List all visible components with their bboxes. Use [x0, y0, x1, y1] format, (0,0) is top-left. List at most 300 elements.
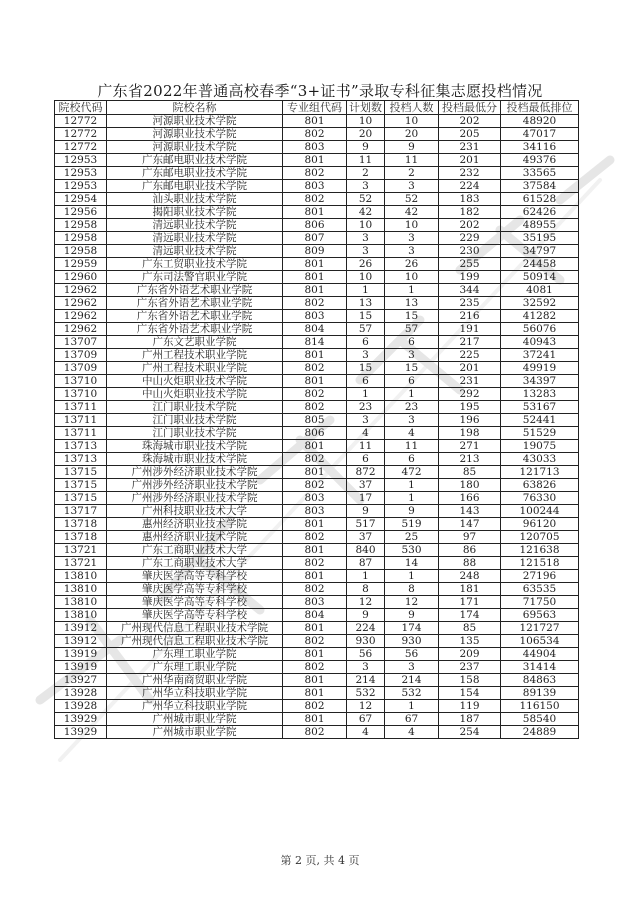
min-score-cell: 202 — [439, 115, 501, 128]
min-score-cell: 237 — [439, 661, 501, 674]
min-score-cell: 196 — [439, 414, 501, 427]
group-code-cell: 801 — [283, 674, 347, 687]
admitted-count-cell: 15 — [385, 310, 439, 323]
admitted-count-cell: 8 — [385, 583, 439, 596]
group-code-cell: 801 — [283, 518, 347, 531]
table-row — [55, 180, 579, 193]
admitted-count-cell: 14 — [385, 557, 439, 570]
admitted-count-cell: 3 — [385, 232, 439, 245]
group-code-cell: 801 — [283, 570, 347, 583]
min-rank-cell: 19075 — [501, 440, 579, 453]
table-row — [55, 362, 579, 375]
admitted-count-cell: 472 — [385, 466, 439, 479]
min-score-cell: 229 — [439, 232, 501, 245]
min-score-cell: 143 — [439, 505, 501, 518]
min-score-cell: 181 — [439, 583, 501, 596]
table-row — [55, 596, 579, 609]
school-name-cell: 河源职业技术学院 — [107, 115, 283, 128]
admitted-count-cell: 6 — [385, 375, 439, 388]
min-rank-cell: 48955 — [501, 219, 579, 232]
school-code-cell: 13710 — [55, 375, 107, 388]
school-name-cell: 广东文艺职业学院 — [107, 336, 283, 349]
min-rank-cell: 13283 — [501, 388, 579, 401]
plan-count-cell: 3 — [347, 245, 385, 258]
plan-count-cell: 3 — [347, 349, 385, 362]
school-code-cell: 13715 — [55, 466, 107, 479]
min-rank-cell: 120705 — [501, 531, 579, 544]
school-name-cell: 广州工程技术职业学院 — [107, 349, 283, 362]
min-score-cell: 271 — [439, 440, 501, 453]
group-code-cell: 802 — [283, 557, 347, 570]
min-rank-cell: 24458 — [501, 258, 579, 271]
table-row — [55, 505, 579, 518]
school-code-cell: 13810 — [55, 596, 107, 609]
min-rank-cell: 24889 — [501, 726, 579, 739]
school-name-cell: 河源职业技术学院 — [107, 141, 283, 154]
group-code-cell: 801 — [283, 206, 347, 219]
min-rank-cell: 84863 — [501, 674, 579, 687]
admitted-count-cell: 530 — [385, 544, 439, 557]
min-score-cell: 183 — [439, 193, 501, 206]
min-score-cell: 213 — [439, 453, 501, 466]
min-score-cell: 119 — [439, 700, 501, 713]
min-rank-cell: 31414 — [501, 661, 579, 674]
min-score-cell: 85 — [439, 466, 501, 479]
school-code-cell: 13912 — [55, 622, 107, 635]
min-score-cell: 158 — [439, 674, 501, 687]
plan-count-cell: 1 — [347, 388, 385, 401]
min-score-cell: 225 — [439, 349, 501, 362]
table-row — [55, 115, 579, 128]
plan-count-cell: 4 — [347, 726, 385, 739]
min-score-cell: 248 — [439, 570, 501, 583]
school-code-cell: 13721 — [55, 544, 107, 557]
min-rank-cell: 4081 — [501, 284, 579, 297]
min-rank-cell: 61528 — [501, 193, 579, 206]
plan-count-cell: 532 — [347, 687, 385, 700]
table-row — [55, 154, 579, 167]
group-code-cell: 803 — [283, 596, 347, 609]
plan-count-cell: 3 — [347, 414, 385, 427]
plan-count-cell: 67 — [347, 713, 385, 726]
school-code-cell: 12953 — [55, 180, 107, 193]
school-code-cell: 12953 — [55, 154, 107, 167]
school-code-cell: 12962 — [55, 310, 107, 323]
school-name-cell: 江门职业技术学院 — [107, 401, 283, 414]
plan-count-cell: 8 — [347, 583, 385, 596]
table-row — [55, 414, 579, 427]
plan-count-cell: 4 — [347, 427, 385, 440]
admitted-count-cell: 214 — [385, 674, 439, 687]
school-name-cell: 广东省外语艺术职业学院 — [107, 310, 283, 323]
min-rank-cell: 48920 — [501, 115, 579, 128]
min-score-cell: 231 — [439, 375, 501, 388]
table-row — [55, 219, 579, 232]
group-code-cell: 803 — [283, 505, 347, 518]
school-code-cell: 12953 — [55, 167, 107, 180]
min-score-cell: 86 — [439, 544, 501, 557]
table-row — [55, 271, 579, 284]
plan-count-cell: 10 — [347, 271, 385, 284]
min-score-cell: 147 — [439, 518, 501, 531]
column-header-school-code: 院校代码 — [55, 101, 107, 115]
school-name-cell: 广东工商职业技术大学 — [107, 544, 283, 557]
plan-count-cell: 13 — [347, 297, 385, 310]
admitted-count-cell: 3 — [385, 349, 439, 362]
group-code-cell: 802 — [283, 362, 347, 375]
plan-count-cell: 56 — [347, 648, 385, 661]
school-name-cell: 广州涉外经济职业技术学院 — [107, 492, 283, 505]
min-rank-cell: 37241 — [501, 349, 579, 362]
group-code-cell: 801 — [283, 115, 347, 128]
admitted-count-cell: 1 — [385, 492, 439, 505]
plan-count-cell: 87 — [347, 557, 385, 570]
table-row — [55, 648, 579, 661]
min-rank-cell: 96120 — [501, 518, 579, 531]
table-row — [55, 570, 579, 583]
school-name-cell: 珠海城市职业技术学院 — [107, 453, 283, 466]
min-rank-cell: 50914 — [501, 271, 579, 284]
table-row — [55, 661, 579, 674]
plan-count-cell: 15 — [347, 362, 385, 375]
school-code-cell: 12772 — [55, 141, 107, 154]
school-name-cell: 广州涉外经济职业技术学院 — [107, 466, 283, 479]
table-row — [55, 557, 579, 570]
school-code-cell: 13711 — [55, 414, 107, 427]
min-rank-cell: 33565 — [501, 167, 579, 180]
column-header-plan-count: 计划数 — [347, 101, 385, 115]
group-code-cell: 801 — [283, 284, 347, 297]
min-rank-cell: 32592 — [501, 297, 579, 310]
min-rank-cell: 44904 — [501, 648, 579, 661]
table-row — [55, 388, 579, 401]
group-code-cell: 804 — [283, 609, 347, 622]
school-name-cell: 肇庆医学高等专科学校 — [107, 609, 283, 622]
admitted-count-cell: 25 — [385, 531, 439, 544]
plan-count-cell: 12 — [347, 700, 385, 713]
school-name-cell: 清远职业技术学院 — [107, 219, 283, 232]
min-score-cell: 231 — [439, 141, 501, 154]
plan-count-cell: 930 — [347, 635, 385, 648]
min-score-cell: 195 — [439, 401, 501, 414]
min-rank-cell: 47017 — [501, 128, 579, 141]
admitted-count-cell: 1 — [385, 570, 439, 583]
school-code-cell: 13709 — [55, 349, 107, 362]
admitted-count-cell: 15 — [385, 362, 439, 375]
min-rank-cell: 40943 — [501, 336, 579, 349]
admitted-count-cell: 56 — [385, 648, 439, 661]
school-code-cell: 12958 — [55, 219, 107, 232]
min-score-cell: 217 — [439, 336, 501, 349]
plan-count-cell: 52 — [347, 193, 385, 206]
table-row — [55, 336, 579, 349]
school-code-cell: 13927 — [55, 674, 107, 687]
column-header-min-score: 投档最低分 — [439, 101, 501, 115]
school-code-cell: 13711 — [55, 401, 107, 414]
plan-count-cell: 23 — [347, 401, 385, 414]
column-header-school-name: 院校名称 — [107, 101, 283, 115]
plan-count-cell: 11 — [347, 440, 385, 453]
min-score-cell: 292 — [439, 388, 501, 401]
school-name-cell: 广州涉外经济职业技术学院 — [107, 479, 283, 492]
admitted-count-cell: 57 — [385, 323, 439, 336]
min-score-cell: 166 — [439, 492, 501, 505]
min-rank-cell: 34116 — [501, 141, 579, 154]
admitted-count-cell: 6 — [385, 453, 439, 466]
table-row — [55, 258, 579, 271]
admitted-count-cell: 13 — [385, 297, 439, 310]
min-rank-cell: 121638 — [501, 544, 579, 557]
admitted-count-cell: 3 — [385, 661, 439, 674]
min-score-cell: 174 — [439, 609, 501, 622]
table-row — [55, 700, 579, 713]
group-code-cell: 802 — [283, 128, 347, 141]
min-rank-cell: 49919 — [501, 362, 579, 375]
school-code-cell: 13713 — [55, 440, 107, 453]
table-row — [55, 466, 579, 479]
group-code-cell: 801 — [283, 258, 347, 271]
school-name-cell: 惠州经济职业技术学院 — [107, 531, 283, 544]
table-row — [55, 518, 579, 531]
page-footer: 第 2 页, 共 4 页 — [280, 854, 360, 867]
school-code-cell: 13919 — [55, 648, 107, 661]
admitted-count-cell: 930 — [385, 635, 439, 648]
admission-table — [54, 100, 579, 739]
plan-count-cell: 224 — [347, 622, 385, 635]
group-code-cell: 807 — [283, 232, 347, 245]
min-rank-cell: 35195 — [501, 232, 579, 245]
table-row — [55, 128, 579, 141]
school-code-cell: 12772 — [55, 115, 107, 128]
group-code-cell: 802 — [283, 726, 347, 739]
table-row — [55, 232, 579, 245]
document-title: 广东省2022年普通高校春季“3+证书”录取专科征集志愿投档情况 — [97, 82, 543, 100]
school-name-cell: 揭阳职业技术学院 — [107, 206, 283, 219]
group-code-cell: 802 — [283, 401, 347, 414]
school-code-cell: 12960 — [55, 271, 107, 284]
plan-count-cell: 15 — [347, 310, 385, 323]
table-row — [55, 245, 579, 258]
plan-count-cell: 2 — [347, 167, 385, 180]
plan-count-cell: 37 — [347, 479, 385, 492]
school-name-cell: 广州华南商贸职业学院 — [107, 674, 283, 687]
min-score-cell: 85 — [439, 622, 501, 635]
min-rank-cell: 34397 — [501, 375, 579, 388]
admitted-count-cell: 1 — [385, 388, 439, 401]
min-score-cell: 135 — [439, 635, 501, 648]
admitted-count-cell: 67 — [385, 713, 439, 726]
school-name-cell: 广州华立科技职业学院 — [107, 687, 283, 700]
admitted-count-cell: 26 — [385, 258, 439, 271]
table-row — [55, 427, 579, 440]
plan-count-cell: 26 — [347, 258, 385, 271]
min-rank-cell: 37584 — [501, 180, 579, 193]
admitted-count-cell: 3 — [385, 414, 439, 427]
table-header-row — [55, 101, 579, 115]
school-name-cell: 江门职业技术学院 — [107, 427, 283, 440]
min-score-cell: 235 — [439, 297, 501, 310]
school-code-cell: 13718 — [55, 531, 107, 544]
min-score-cell: 216 — [439, 310, 501, 323]
min-score-cell: 171 — [439, 596, 501, 609]
table-row — [55, 622, 579, 635]
admitted-count-cell: 10 — [385, 219, 439, 232]
admitted-count-cell: 11 — [385, 440, 439, 453]
group-code-cell: 802 — [283, 167, 347, 180]
school-name-cell: 广州现代信息工程职业技术学院 — [107, 622, 283, 635]
group-code-cell: 803 — [283, 310, 347, 323]
plan-count-cell: 20 — [347, 128, 385, 141]
min-score-cell: 255 — [439, 258, 501, 271]
plan-count-cell: 57 — [347, 323, 385, 336]
min-rank-cell: 27196 — [501, 570, 579, 583]
table-row — [55, 609, 579, 622]
column-header-group-code: 专业组代码 — [283, 101, 347, 115]
min-score-cell: 202 — [439, 219, 501, 232]
min-rank-cell: 121727 — [501, 622, 579, 635]
school-name-cell: 广州工程技术职业学院 — [107, 362, 283, 375]
group-code-cell: 803 — [283, 180, 347, 193]
admitted-count-cell: 519 — [385, 518, 439, 531]
admitted-count-cell: 9 — [385, 609, 439, 622]
min-rank-cell: 51529 — [501, 427, 579, 440]
min-rank-cell: 56076 — [501, 323, 579, 336]
table-row — [55, 531, 579, 544]
min-rank-cell: 121518 — [501, 557, 579, 570]
min-rank-cell: 63535 — [501, 583, 579, 596]
min-score-cell: 198 — [439, 427, 501, 440]
school-code-cell: 13710 — [55, 388, 107, 401]
min-rank-cell: 69563 — [501, 609, 579, 622]
school-name-cell: 惠州经济职业技术学院 — [107, 518, 283, 531]
school-code-cell: 13715 — [55, 492, 107, 505]
min-rank-cell: 106534 — [501, 635, 579, 648]
group-code-cell: 802 — [283, 583, 347, 596]
school-name-cell: 江门职业技术学院 — [107, 414, 283, 427]
table-row — [55, 726, 579, 739]
min-rank-cell: 58540 — [501, 713, 579, 726]
group-code-cell: 802 — [283, 661, 347, 674]
school-name-cell: 广州城市职业学院 — [107, 713, 283, 726]
plan-count-cell: 9 — [347, 609, 385, 622]
admitted-count-cell: 174 — [385, 622, 439, 635]
group-code-cell: 801 — [283, 271, 347, 284]
group-code-cell: 803 — [283, 492, 347, 505]
plan-count-cell: 840 — [347, 544, 385, 557]
group-code-cell: 801 — [283, 440, 347, 453]
min-rank-cell: 34797 — [501, 245, 579, 258]
min-score-cell: 201 — [439, 154, 501, 167]
school-code-cell: 12772 — [55, 128, 107, 141]
admitted-count-cell: 1 — [385, 700, 439, 713]
school-code-cell: 13928 — [55, 700, 107, 713]
plan-count-cell: 1 — [347, 570, 385, 583]
group-code-cell: 801 — [283, 154, 347, 167]
plan-count-cell: 37 — [347, 531, 385, 544]
table-row — [55, 375, 579, 388]
school-name-cell: 广东邮电职业技术学院 — [107, 167, 283, 180]
table-row — [55, 401, 579, 414]
school-name-cell: 中山火炬职业技术学院 — [107, 375, 283, 388]
min-rank-cell: 76330 — [501, 492, 579, 505]
group-code-cell: 801 — [283, 622, 347, 635]
group-code-cell: 801 — [283, 375, 347, 388]
table-row — [55, 635, 579, 648]
school-code-cell: 12962 — [55, 297, 107, 310]
min-rank-cell: 41282 — [501, 310, 579, 323]
school-name-cell: 广东工贸职业技术学院 — [107, 258, 283, 271]
admitted-count-cell: 532 — [385, 687, 439, 700]
admitted-count-cell: 4 — [385, 726, 439, 739]
school-name-cell: 广州华立科技职业学院 — [107, 700, 283, 713]
table-row — [55, 713, 579, 726]
school-code-cell: 13810 — [55, 570, 107, 583]
admitted-count-cell: 12 — [385, 596, 439, 609]
table-row — [55, 349, 579, 362]
plan-count-cell: 9 — [347, 505, 385, 518]
min-rank-cell: 89139 — [501, 687, 579, 700]
school-name-cell: 广东理工职业学院 — [107, 648, 283, 661]
table-row — [55, 674, 579, 687]
table-row — [55, 453, 579, 466]
group-code-cell: 802 — [283, 635, 347, 648]
group-code-cell: 802 — [283, 297, 347, 310]
min-rank-cell: 43033 — [501, 453, 579, 466]
group-code-cell: 809 — [283, 245, 347, 258]
admitted-count-cell: 6 — [385, 336, 439, 349]
table-row — [55, 492, 579, 505]
school-code-cell: 13707 — [55, 336, 107, 349]
school-name-cell: 广东邮电职业技术学院 — [107, 154, 283, 167]
group-code-cell: 802 — [283, 479, 347, 492]
admitted-count-cell: 2 — [385, 167, 439, 180]
school-code-cell: 13810 — [55, 609, 107, 622]
group-code-cell: 802 — [283, 700, 347, 713]
school-name-cell: 清远职业技术学院 — [107, 245, 283, 258]
group-code-cell: 801 — [283, 687, 347, 700]
school-name-cell: 中山火炬职业技术学院 — [107, 388, 283, 401]
plan-count-cell: 42 — [347, 206, 385, 219]
school-name-cell: 广州现代信息工程职业技术学院 — [107, 635, 283, 648]
group-code-cell: 801 — [283, 648, 347, 661]
table-row — [55, 167, 579, 180]
min-score-cell: 97 — [439, 531, 501, 544]
admitted-count-cell: 4 — [385, 427, 439, 440]
plan-count-cell: 6 — [347, 453, 385, 466]
school-code-cell: 12958 — [55, 245, 107, 258]
plan-count-cell: 10 — [347, 219, 385, 232]
min-rank-cell: 49376 — [501, 154, 579, 167]
school-code-cell: 12954 — [55, 193, 107, 206]
school-code-cell: 13912 — [55, 635, 107, 648]
min-rank-cell: 63826 — [501, 479, 579, 492]
min-rank-cell: 53167 — [501, 401, 579, 414]
table-row — [55, 193, 579, 206]
school-name-cell: 肇庆医学高等专科学校 — [107, 583, 283, 596]
table-row — [55, 440, 579, 453]
min-rank-cell: 121713 — [501, 466, 579, 479]
school-code-cell: 12962 — [55, 284, 107, 297]
admitted-count-cell: 3 — [385, 180, 439, 193]
school-name-cell: 广州城市职业学院 — [107, 726, 283, 739]
school-code-cell: 13721 — [55, 557, 107, 570]
min-score-cell: 344 — [439, 284, 501, 297]
school-name-cell: 广东理工职业学院 — [107, 661, 283, 674]
group-code-cell: 801 — [283, 544, 347, 557]
min-rank-cell: 62426 — [501, 206, 579, 219]
group-code-cell: 804 — [283, 323, 347, 336]
school-name-cell: 广东省外语艺术职业学院 — [107, 323, 283, 336]
